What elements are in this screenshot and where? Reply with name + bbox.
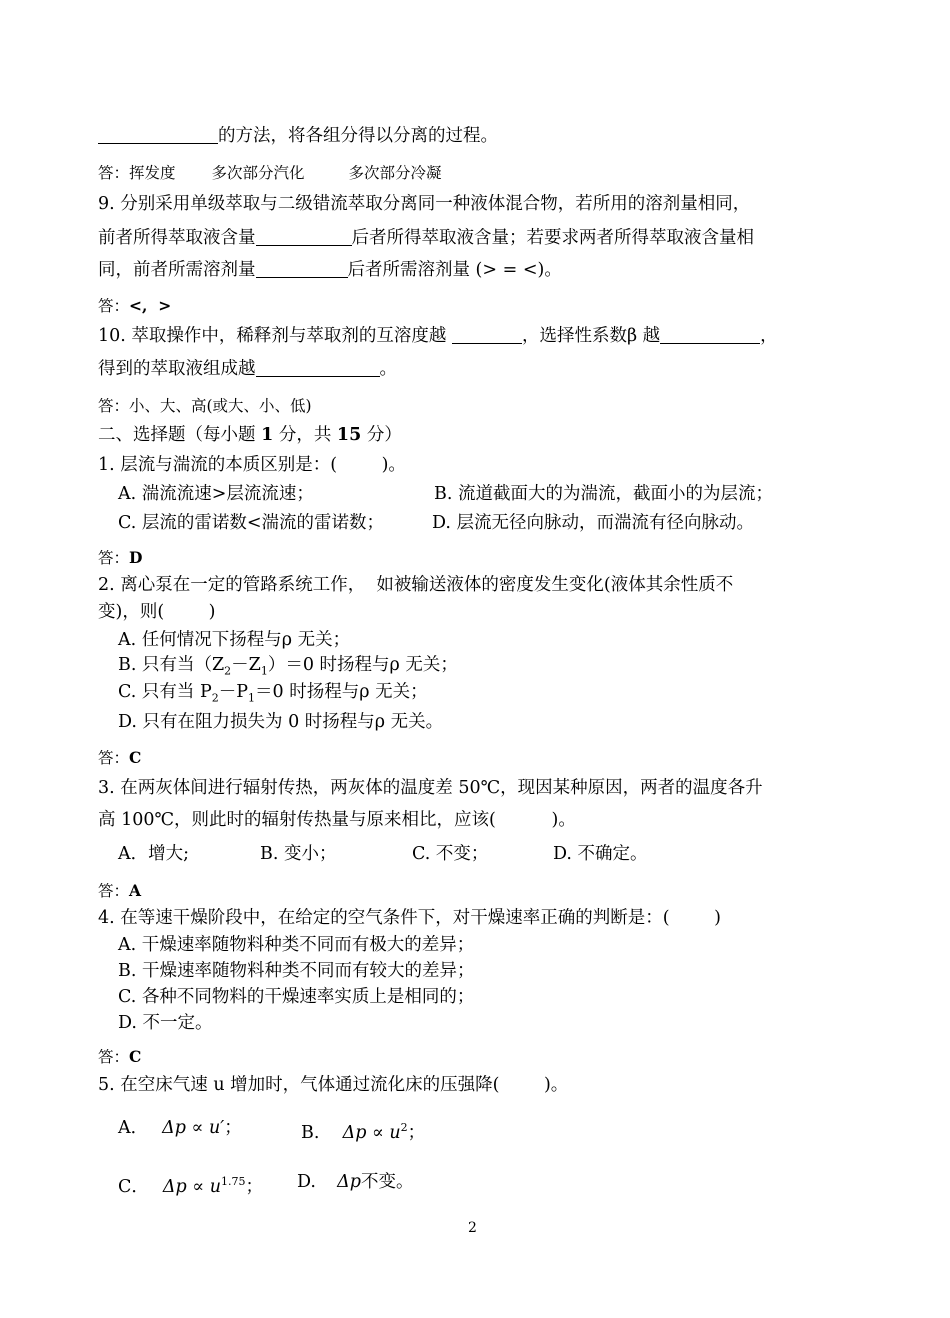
- formula: Δp ∝ u: [162, 1176, 221, 1197]
- fill-blank: [660, 325, 760, 344]
- continuation-line: [98, 124, 498, 148]
- superscript: 1.75: [220, 1175, 246, 1188]
- question-10-line-2: [98, 357, 397, 381]
- subscript: 2: [224, 664, 232, 678]
- superscript: 2: [400, 1121, 408, 1134]
- text: 后者所需溶剂量 (> = <)。: [347, 260, 562, 280]
- mc-5-option-b: [301, 1116, 425, 1145]
- mc-3-stem-line-1: 3. 在两灰体间进行辐射传热，两灰体的温度差 50℃，现因某种原因，两者的温度各升: [98, 778, 763, 798]
- text: ；: [224, 1118, 242, 1138]
- question-9-line-3: [98, 258, 562, 282]
- text: C. 只有当 P: [118, 682, 212, 702]
- answer-item: 挥发度: [129, 164, 176, 182]
- option-label: B.: [301, 1122, 331, 1143]
- text: 同，前者所需溶剂量: [98, 260, 256, 280]
- answer-line: 答：小、大、高(或大、小、低): [98, 397, 312, 415]
- formula: Δp ∝ u: [342, 1122, 401, 1143]
- fill-blank: [98, 125, 218, 144]
- mc-3-option-d: D. 不确定。: [553, 844, 648, 864]
- mc-5-option-d: [297, 1170, 413, 1194]
- mc-4-option-a: A. 干燥速率随物料种类不同而有极大的差异；: [118, 935, 475, 955]
- text: 二、选择题（每小题: [98, 425, 262, 445]
- fill-blank: [452, 325, 522, 344]
- mc-5-option-a: [118, 1116, 242, 1140]
- text: ；: [245, 1176, 263, 1197]
- mc-4-option-b: B. 干燥速率随物料种类不同而有较大的差异；: [118, 961, 475, 981]
- mc-3-stem-line-2: 高 100℃，则此时的辐射传热量与原来相比，应该( )。: [98, 810, 576, 830]
- mc-2-option-c: [118, 680, 428, 711]
- answer-value: C: [129, 748, 142, 767]
- answer-line: [98, 879, 141, 903]
- subscript: 1: [260, 664, 268, 678]
- answer-value: A: [129, 881, 142, 900]
- text: ）＝0 时扬程与ρ 无关；: [267, 655, 458, 675]
- answer-line: [98, 161, 442, 185]
- answer-label: 答：: [98, 164, 130, 182]
- answer-label: 答：: [98, 297, 130, 315]
- mc-3-option-b: B. 变小；: [260, 844, 337, 864]
- mc-2-option-d: D. 只有在阻力损失为 0 时扬程与ρ 无关。: [118, 712, 444, 732]
- continuation-text: 的方法，将各组分得以分离的过程。: [218, 126, 498, 146]
- mc-1-option-c: C. 层流的雷诺数<湍流的雷诺数；: [118, 513, 385, 533]
- option-label: D.: [297, 1172, 328, 1192]
- mc-5-option-c: [118, 1170, 263, 1199]
- text: －P: [218, 682, 249, 702]
- answer-value: D: [129, 548, 143, 567]
- text: 15: [336, 425, 362, 445]
- answer-label: 答：: [98, 882, 130, 900]
- answer-line: [98, 746, 141, 770]
- fill-blank: [256, 227, 352, 246]
- page-number: 2: [468, 1220, 477, 1236]
- mc-4-option-d: D. 不一定。: [118, 1013, 213, 1033]
- answer-value: C: [129, 1047, 142, 1066]
- mc-1-option-d: D. 层流无径向脉动，而湍流有径向脉动。: [432, 513, 755, 533]
- question-10-line-1: [98, 324, 778, 348]
- fill-blank: [256, 358, 380, 377]
- mc-5-stem: 5. 在空床气速 u 增加时，气体通过流化床的压强降( )。: [98, 1075, 569, 1095]
- question-9-line-2: [98, 226, 754, 250]
- mc-1-option-a: A. 湍流流速>层流流速；: [118, 484, 314, 504]
- answer-label: 答：: [98, 1048, 130, 1066]
- text: 分）: [361, 425, 402, 445]
- text: 1: [261, 425, 274, 445]
- text: ；: [407, 1122, 426, 1143]
- mc-3-option-c: C. 不变；: [412, 844, 489, 864]
- mc-1-stem: 1. 层流与湍流的本质区别是：( )。: [98, 455, 406, 475]
- fill-blank: [256, 259, 348, 278]
- text: －Z: [231, 655, 261, 675]
- subscript: 1: [248, 691, 256, 705]
- mc-2-option-b: [118, 653, 458, 684]
- text: 前者所得萃取液含量: [98, 228, 256, 248]
- text: 10. 萃取操作中，稀释剂与萃取剂的互溶度越: [98, 326, 452, 346]
- question-9-line-1: 9. 分别采用单级萃取与二级错流萃取分离同一种液体混合物，若所用的溶剂量相同，: [98, 194, 751, 214]
- answer-label: 答：: [98, 549, 130, 567]
- text: ，: [760, 326, 778, 346]
- mc-2-option-a: A. 任何情况下扬程与ρ 无关；: [118, 630, 351, 650]
- mc-1-option-b: B. 流道截面大的为湍流，截面小的为层流；: [434, 484, 773, 504]
- mc-4-option-c: C. 各种不同物料的干燥速率实质上是相同的；: [118, 987, 475, 1007]
- answer-line: [98, 294, 171, 318]
- formula: Δp ∝ u′: [162, 1118, 225, 1138]
- text: ，选择性系数β 越: [521, 326, 661, 346]
- answer-line: [98, 546, 142, 570]
- text: 分，共: [273, 425, 337, 445]
- subscript: 2: [211, 691, 219, 705]
- text: 后者所得萃取液含量；若要求两者所得萃取液含量相: [351, 228, 754, 248]
- mc-2-stem-line-1: 2. 离心泵在一定的管路系统工作， 如被输送液体的密度发生变化(液体其余性质不: [98, 575, 734, 595]
- text: ＝0 时扬程与ρ 无关；: [255, 682, 428, 702]
- option-label: A．: [118, 1118, 149, 1138]
- mc-4-stem: 4. 在等速干燥阶段中，在给定的空气条件下，对干燥速率正确的判断是：( ): [98, 908, 721, 928]
- mc-2-stem-line-2: 变)，则( ): [98, 602, 216, 622]
- text: 不变。: [360, 1172, 414, 1192]
- mc-3-option-a: A．增大;: [118, 844, 190, 864]
- text: 得到的萃取液组成越: [98, 359, 256, 379]
- answer-line: [98, 1045, 141, 1069]
- answer-label: 答：: [98, 749, 130, 767]
- option-label: C．: [118, 1176, 149, 1197]
- answer-value: <, >: [129, 296, 172, 315]
- section-heading: [98, 423, 402, 447]
- text: 。: [379, 359, 397, 379]
- answer-item: 多次部分冷凝: [348, 164, 442, 182]
- text: B. 只有当（Z: [118, 655, 225, 675]
- answer-item: 多次部分汽化: [211, 164, 305, 182]
- formula: Δp: [337, 1172, 361, 1192]
